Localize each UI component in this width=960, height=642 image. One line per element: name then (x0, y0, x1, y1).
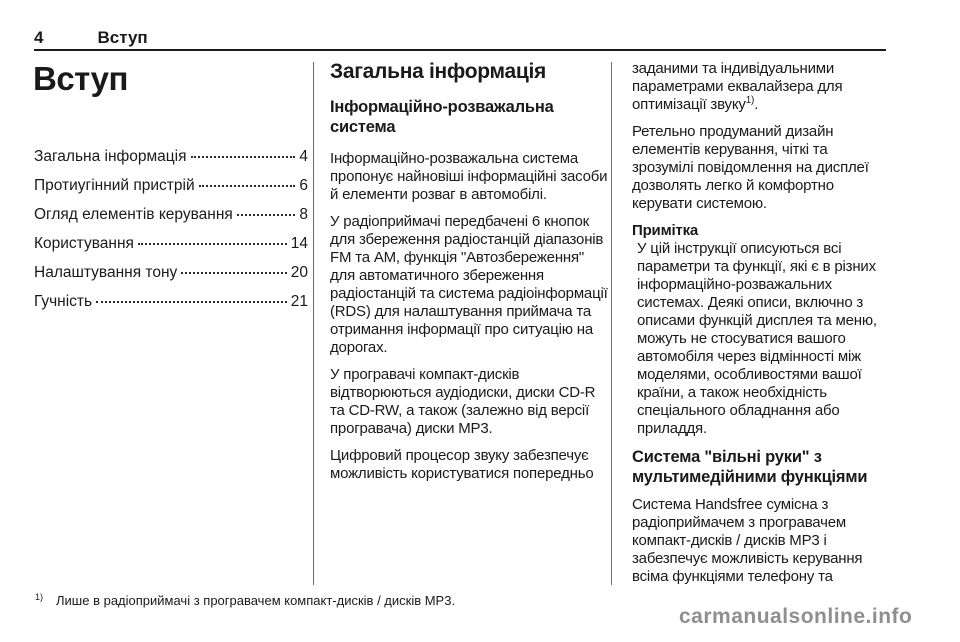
toc-row (34, 292, 308, 311)
table-of-contents (34, 147, 308, 321)
paragraph: У програвачі компакт-дисків відтворюються аудіодиски, диски CD-R та CD-RW, а також (залежно від версії програвача) диски MP3. (330, 366, 596, 437)
paragraph: Інформаційно-розважальна система пропонує найновіші інформаційні засоби й елементи розваг в автомобілі. (330, 150, 608, 203)
toc-entry-page: 6 (299, 177, 308, 194)
footnote-text: Лише в радіоприймачі з програвачем компакт-дисків / дисків MP3. (56, 593, 456, 609)
leader-dots (181, 272, 286, 274)
note-label: Примітка (632, 222, 699, 239)
leader-dots (96, 301, 287, 303)
toc-entry-page: 8 (299, 206, 308, 223)
page-number: 4 (34, 28, 44, 47)
toc-entry-page: 21 (290, 293, 308, 310)
watermark: carmanualsonline.info (679, 605, 913, 628)
paragraph: Цифровий процесор звуку забезпечує можливість користуватися попередньо (330, 447, 594, 482)
leader-dots (237, 214, 296, 216)
footnote-marker: 1) (35, 592, 44, 602)
toc-entry-page: 4 (299, 148, 308, 165)
continuation-section (632, 60, 892, 595)
paragraph (632, 60, 892, 114)
subsection-heading: Інформаційно-розважальна система (330, 98, 554, 136)
paragraph-text: заданими та індивідуальними параметрами еквалайзера для оптимізації звуку (632, 60, 843, 113)
chapter-label: Вступ (97, 28, 148, 47)
page-header (34, 28, 148, 48)
leader-dots (199, 185, 296, 187)
toc-entry-label: Користування (34, 235, 134, 252)
paragraph: Ретельно продуманий дизайн елементів керування, чіткі та зрозумілі повідомлення на дисплеї дозволять легко й комфортно керувати системою. (632, 123, 869, 212)
toc-entry-page: 20 (290, 264, 308, 281)
general-info-section (330, 60, 611, 492)
toc-entry-label: Гучність (34, 293, 93, 310)
column-divider (313, 62, 314, 585)
footnote (35, 592, 455, 608)
toc-entry-label: Загальна інформація (34, 148, 187, 165)
toc-entry-label: Налаштування тону (34, 264, 178, 281)
handsfree-heading: Система "вільні руки" з мультимедійними функціями (632, 448, 868, 486)
page-title: Вступ (33, 60, 128, 97)
leader-dots (191, 156, 296, 158)
paragraph: У радіоприймачі передбачені 6 кнопок для збереження радіостанцій діапазонів FM та AM, функція "Автозбереження" для автоматичного збереження радіостанцій та система радіоінформації (RDS) для налаштування приймача та отримання інформації про ситуацію на дорогах. (330, 213, 608, 356)
toc-row (34, 234, 308, 253)
handsfree-paragraph: Система Handsfree сумісна з радіоприймачем з програвачем компакт-дисків / дисків MP3 і забезпечує можливість керування всіма функціями телефону та (632, 496, 863, 585)
toc-row (34, 176, 308, 195)
toc-row (34, 147, 308, 166)
leader-dots (138, 243, 287, 245)
note-text: У цій інструкції описуються всі параметри та функції, які є в різних інформаційно-розважальних системах. Деякі описи, включно з описами функцій дисплея та меню, можуть не стосуватися вашого автомобіля через відмінності між моделями, особливостями вашої країни, а також необхідність спеціального обладнання або приладдя. (637, 240, 877, 437)
footnote-reference: 1) (745, 95, 755, 106)
section-heading: Загальна інформація (330, 60, 546, 83)
header-rule (34, 49, 886, 51)
paragraph-period: . (754, 96, 759, 113)
toc-row (34, 263, 308, 282)
toc-entry-label: Протиугінний пристрій (34, 177, 195, 194)
column-divider (611, 62, 612, 585)
toc-row (34, 205, 308, 224)
toc-entry-label: Огляд елементів керування (34, 206, 233, 223)
toc-entry-page: 14 (290, 235, 308, 252)
